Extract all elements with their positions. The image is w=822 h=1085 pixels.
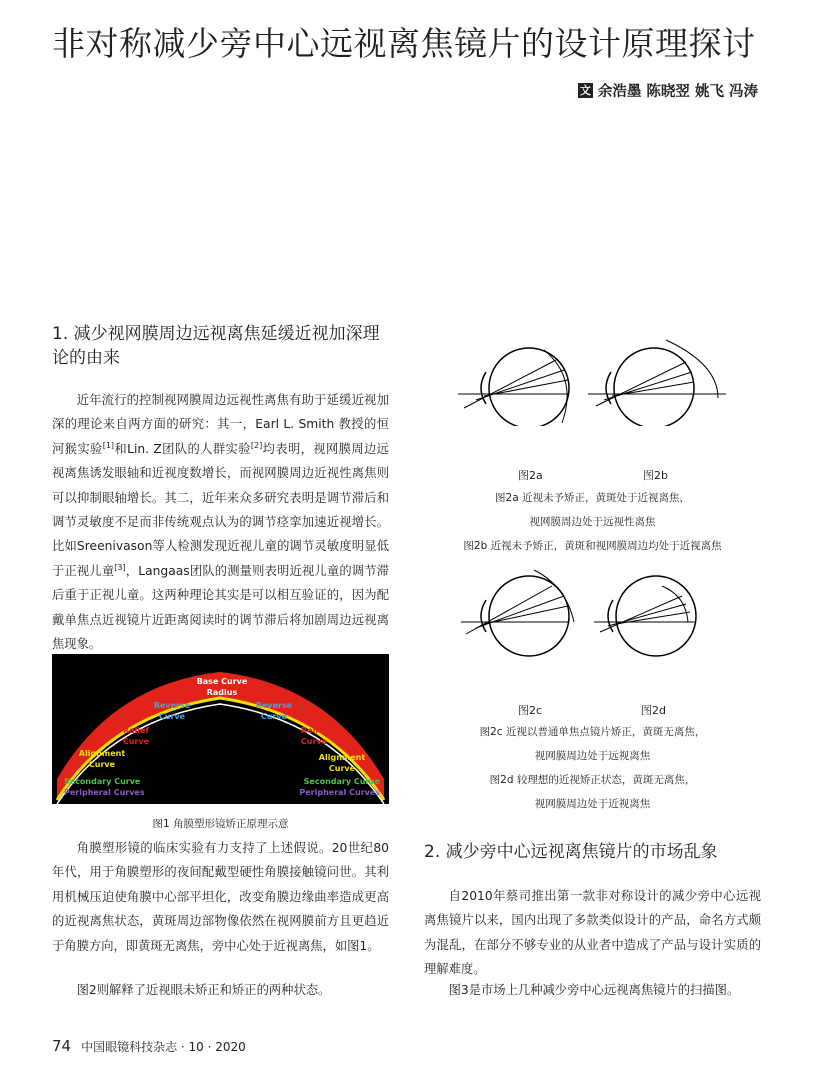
label-secondary-left: Secondary Curve bbox=[64, 777, 141, 786]
section2-heading: 2. 减少旁中心远视离焦镜片的市场乱象 bbox=[424, 842, 718, 862]
figure2a-eye bbox=[458, 348, 569, 426]
label-secondary-right: Secondary Curve bbox=[303, 777, 380, 786]
label-relief-curve-left: Curve bbox=[122, 737, 150, 746]
figure2c-label: 图2c bbox=[518, 704, 543, 717]
figure2a-label: 图2a bbox=[518, 469, 543, 482]
figure1-caption: 图1 角膜塑形镜矫正原理示意 bbox=[152, 818, 289, 830]
label-relief-left: Relief bbox=[123, 726, 149, 735]
label-alignment-curve-right: Curve bbox=[328, 764, 356, 773]
section1-heading: 1. 减少视网膜周边远视离焦延缓近视加深理论的由来 bbox=[52, 324, 380, 368]
label-relief-right: Relief bbox=[301, 726, 327, 735]
figure2d-label: 图2d bbox=[641, 704, 666, 717]
para1-text-b: 和Lin. Z团队的人群实验 bbox=[114, 441, 251, 456]
figure2c-caption-line2: 视网膜周边处于远视离焦 bbox=[534, 750, 651, 762]
article-title: 非对称减少旁中心远视离焦镜片的设计原理探讨 bbox=[52, 24, 756, 63]
figure1-orthok-diagram bbox=[52, 654, 389, 804]
label-alignment-curve-left: Curve bbox=[88, 760, 116, 769]
journal-info: 中国眼镜科技杂志 · 10 · 2020 bbox=[81, 1040, 246, 1054]
figure2d-caption-line1: 图2d 较理想的近视矫正状态，黄斑无离焦， bbox=[489, 774, 696, 786]
label-reverse-curve-right: Curve bbox=[260, 712, 288, 721]
label-reverse-left: Reverse bbox=[153, 701, 191, 710]
ref-2: [2] bbox=[250, 440, 263, 450]
figure2a-caption-line1: 图2a 近视未予矫正，黄斑处于近视离焦， bbox=[495, 492, 690, 504]
label-alignment-left: Alignment bbox=[78, 749, 126, 758]
figure2a-caption-line2: 视网膜周边处于远视性离焦 bbox=[529, 516, 656, 528]
section1-paragraph-3: 图2则解释了近视眼未矫正和矫正的两种状态。 bbox=[76, 983, 331, 997]
label-base-curve: Base Curve bbox=[196, 677, 248, 686]
label-alignment-right: Alignment bbox=[318, 753, 366, 762]
byline-authors: 余浩墨 陈晓翌 姚飞 冯涛 bbox=[597, 84, 758, 100]
label-reverse-curve-left: Curve bbox=[158, 712, 186, 721]
para1-text-a: 近年流行的控制视网膜周边远视性离焦有助于延缓近视加深的理论来自两方面的研究：其一，Earl L. Smith 教授的恒河猴实验 bbox=[52, 393, 389, 456]
ref-3: [3] bbox=[114, 562, 126, 572]
figure2b-caption: 图2b 近视未予矫正，黄斑和视网膜周边均处于近视离焦 bbox=[463, 540, 722, 552]
figure2c-caption-line1: 图2c 近视以普通单焦点镜片矫正，黄斑无离焦， bbox=[479, 726, 706, 738]
para1-text-c: 均表明，视网膜周边远视离焦诱发眼轴和近视度数增长，而视网膜周边近视性离焦则可以抑制眼轴增长。其二，近年来众多研究表明是调节滞后和调节灵敏度不足而非传统观点认为的调节痉挛加速近视增长。比如Sreenivason等人检测发现近视儿童的调节灵敏度明显低于正视儿童 bbox=[52, 441, 389, 578]
figure2d-caption-line2: 视网膜周边处于近视离焦 bbox=[534, 798, 651, 810]
ref-1: [1] bbox=[102, 440, 115, 450]
figure2b-label: 图2b bbox=[643, 469, 668, 482]
byline bbox=[578, 80, 758, 101]
label-peripheral-right: Peripheral Curves bbox=[299, 788, 380, 797]
figure2c-eye bbox=[461, 570, 574, 656]
section2-paragraph-2: 图3是市场上几种减少旁中心远视离焦镜片的扫描图。 bbox=[448, 983, 740, 997]
page-footer bbox=[52, 1037, 246, 1055]
page-number: 74 bbox=[52, 1037, 72, 1055]
label-peripheral-left: Peripheral Curves bbox=[64, 788, 145, 797]
figure2ab-diagrams bbox=[456, 338, 736, 426]
label-radius: Radius bbox=[206, 688, 238, 697]
section1-paragraph-2: 角膜塑形镜的临床实验有力支持了上述假说。20世纪80年代，用于角膜塑形的夜间配戴型硬性角膜接触镜问世。其利用机械压迫使角膜中心部平坦化，改变角膜边缘曲率造成更高的近视离焦状态，黄斑周边部物像依然在视网膜前方且更趋近于角膜方向，即黄斑无离焦，旁中心处于近视离焦，如图1。 bbox=[52, 841, 389, 953]
section2-paragraph-1: 自2010年蔡司推出第一款非对称设计的减少旁中心远视离焦镜片以来，国内出现了多款类似设计的产品，命名方式颇为混乱，在部分不够专业的从业者中造成了产品与设计实质的理解难度。 bbox=[424, 889, 761, 977]
figure2cd-diagrams bbox=[456, 566, 736, 666]
byline-mark: 文 bbox=[579, 84, 591, 97]
label-reverse-right: Reverse bbox=[255, 701, 293, 710]
figure2d-eye bbox=[594, 576, 696, 656]
section1-paragraph-1 bbox=[52, 388, 389, 656]
para1-text-d: ，Langaas团队的测量则表明近视儿童的调节滞后重于正视儿童。这两种理论其实是可以相互验证的，因为配戴单焦点近视镜片近距离阅读时的调节滞后将加剧周边远视离焦现象。 bbox=[52, 563, 389, 652]
label-relief-curve-right: Curve bbox=[300, 737, 328, 746]
figure2b-eye bbox=[588, 340, 726, 426]
